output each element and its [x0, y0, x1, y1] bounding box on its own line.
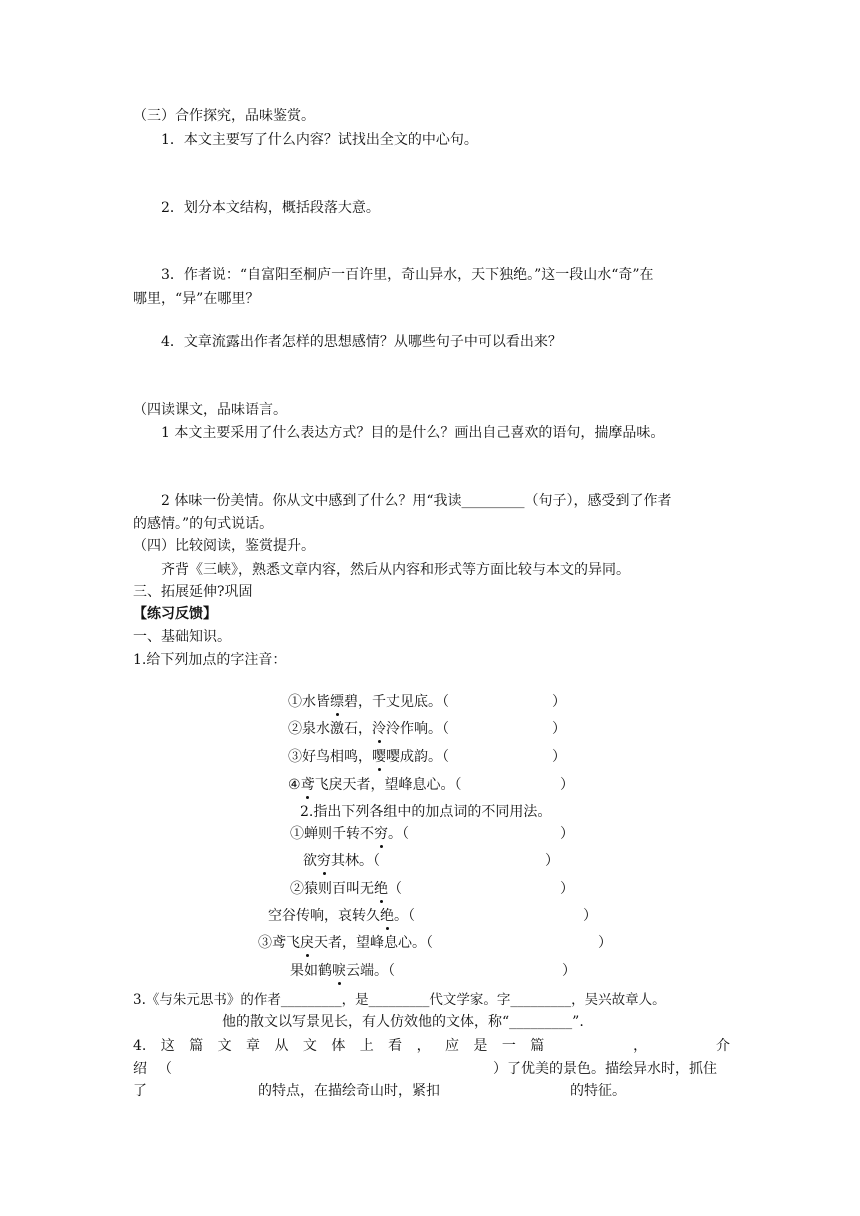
section-4b-text: 齐背《三峡》，熟悉文章内容，然后从内容和形式等方面比较与本文的异同。: [161, 562, 630, 578]
dotted-char: 穷: [374, 826, 388, 842]
exercise-2-item: 空谷传响，哀转久绝。（: [268, 908, 415, 924]
exercise-1-item: ④鸢飞戾天者，望峰息心。（: [288, 777, 462, 793]
exercise-2-item: 果如鹤唳云端。（: [290, 963, 395, 979]
dotted-char: 绝: [380, 908, 394, 924]
question-3-4: 4．文章流露出作者怎样的思想感情？从哪些句子中可以看出来？: [161, 334, 562, 350]
exercise-1-item: ①水皆缥碧，千丈见底。（: [288, 694, 449, 710]
exercise-4-line3-end: 的特征。: [570, 1083, 626, 1099]
exercise-2-item: ③鸢飞戾天者，望峰息心。（: [258, 935, 433, 951]
basics-heading: 一、基础知识。: [133, 629, 231, 645]
question-3-1: 1．本文主要写了什么内容？试找出全文的中心句。: [161, 132, 478, 148]
exercise-4-line3-mid: 的特点，在描绘奇山时，紧扣: [258, 1083, 440, 1099]
section-4a-title: （四读课文，品味语言。: [133, 402, 287, 418]
exercise-3-line2: 他的散文以写景见长，有人仿效他的文体，称“_________”.: [222, 1014, 584, 1030]
section-extend: 三、拓展延伸?巩固: [133, 584, 253, 600]
exercise-2-item-close: ）: [583, 908, 597, 924]
dotted-char: 穷: [317, 853, 331, 869]
exercise-1-item-close: ）: [552, 721, 566, 737]
exercise-2-item: ①蝉则千转不穷。（: [290, 826, 409, 842]
exercise-2-item-close: ）: [598, 935, 612, 951]
dotted-char: 缥: [330, 694, 344, 710]
exercise-2-item: 欲穷其林。（: [303, 853, 380, 869]
exercise-1-item: ③好鸟相鸣，嘤嘤成韵。（: [288, 749, 449, 765]
question-4a-1: 1 本文主要采用了什么表达方式？目的是什么？画出自己喜欢的语句，揣摩品味。: [161, 425, 665, 441]
exercise-2-item-close: ）: [562, 963, 576, 979]
exercise-4-line2-end: ）了优美的景色。描绘异水时，抓住: [493, 1061, 717, 1077]
dotted-char: 绝: [374, 881, 388, 897]
exercise-2-item-close: ）: [560, 881, 574, 897]
exercise-2-item: ②猿则百叫无绝（: [290, 881, 402, 897]
question-4a-2-line1: 2 体味一份美情。你从文中感到了什么？用“我读_________（句子），感受到了作者: [161, 493, 672, 509]
exercise-1-item: ②泉水激石，泠泠作响。（: [288, 721, 449, 737]
exercise-2-item-close: ）: [560, 826, 574, 842]
question-3-3-line1: 3．作者说：“自富阳至桐庐一百许里，奇山异水，天下独绝。”这一段山水“奇”在: [161, 267, 654, 283]
question-4a-2-line2: 的感情。”的句式说话。: [133, 516, 274, 532]
question-3-3-line2: 哪里，“异”在哪里？: [133, 291, 260, 307]
exercise-4-line2-start: 绍 （: [133, 1061, 174, 1077]
exercise-2-item-close: ）: [545, 853, 559, 869]
section-3-title: （三）合作探究，品味鉴赏。: [133, 108, 315, 124]
practice-heading: 【练习反馈】: [133, 606, 217, 622]
question-3-2: 2．划分本文结构，概括段落大意。: [161, 200, 380, 216]
dotted-char: 唳: [332, 963, 346, 979]
exercise-1-item-close: ）: [552, 749, 566, 765]
exercise-3-line1: 3.《与朱元思书》的作者_________，是_________代文学家。字_________，吴兴故章人。: [133, 992, 666, 1008]
dotted-char: 嘤: [372, 749, 386, 765]
dotted-char: 泠: [372, 721, 386, 737]
exercise-2-prompt: 2.指出下列各组中的加点词的不同用法。: [300, 804, 552, 820]
section-4b-title: （四）比较阅读，鉴赏提升。: [133, 538, 315, 554]
dotted-char: 戾: [300, 935, 314, 951]
exercise-4-line3-start: 了: [133, 1083, 147, 1099]
exercise-1-prompt: 1.给下列加点的字注音：: [133, 652, 287, 668]
dotted-char: 鸢: [300, 777, 315, 793]
exercise-1-item-close: ）: [560, 777, 574, 793]
exercise-4-line1: 4. 这 篇 文 章 从 文 体 上 看 ， 应 是 一 篇 ， 介: [133, 1038, 730, 1054]
exercise-1-item-close: ）: [552, 694, 566, 710]
